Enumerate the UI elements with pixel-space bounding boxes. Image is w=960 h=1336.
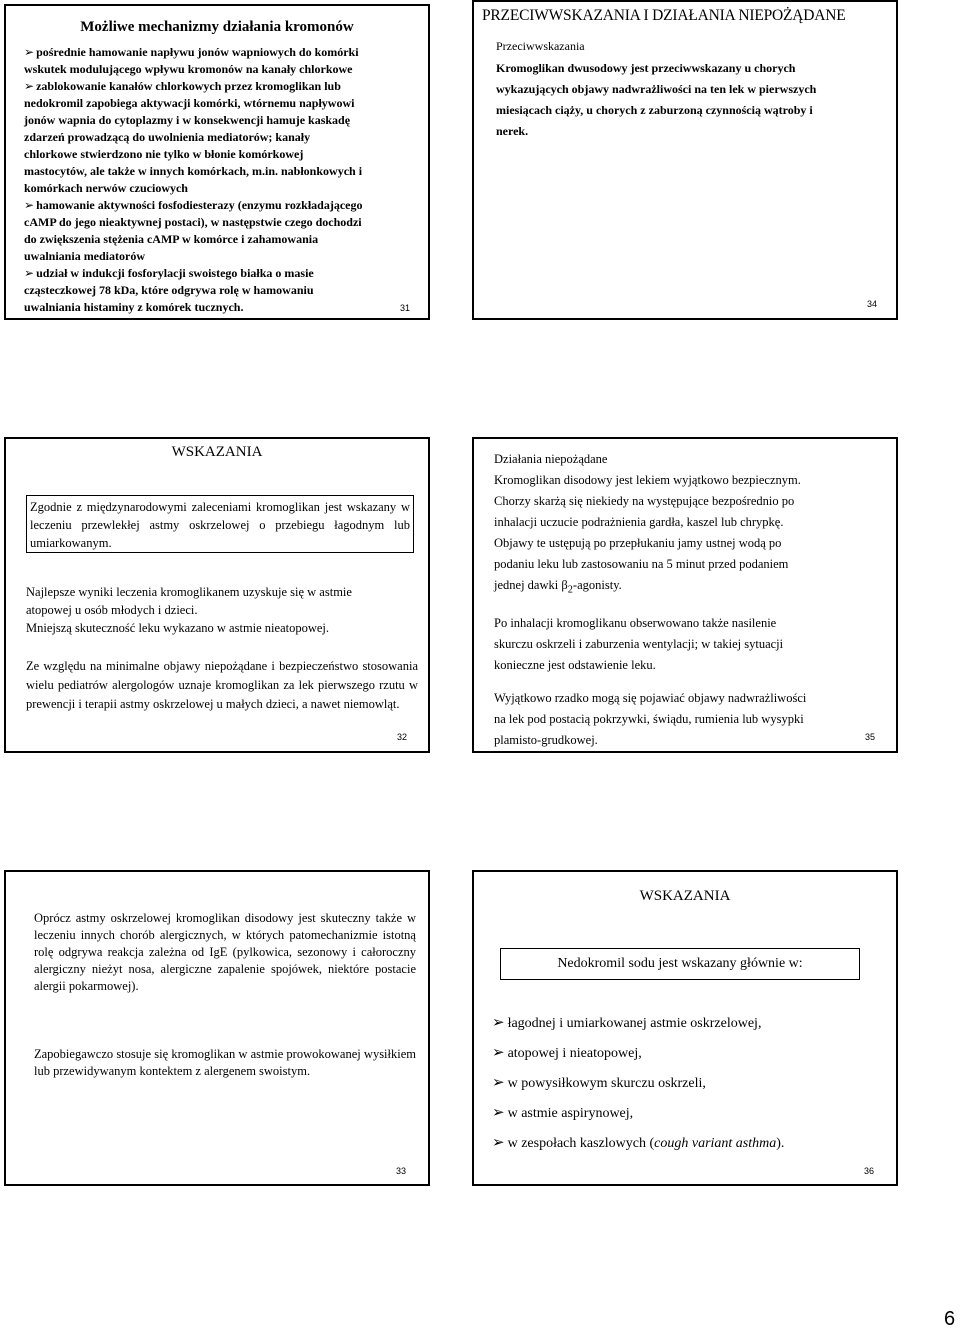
text-line: Kromoglikan disodowy jest lekiem wyjątkowo bezpiecznym. bbox=[494, 473, 801, 487]
text-line: mastocytów, ale także w innych komórkach, m.in. nabłonkowych i bbox=[24, 164, 363, 178]
text-line: wykazujących objawy nadwrażliwości na ten lek w pierwszych bbox=[496, 82, 817, 96]
beta-symbol: β bbox=[561, 578, 568, 592]
slide-number: 32 bbox=[397, 732, 408, 742]
text-line: komórkach nerwów czuciowych bbox=[24, 181, 188, 195]
arrow-bullet-icon: ➢ bbox=[492, 1133, 505, 1151]
page-number: 6 bbox=[944, 1308, 956, 1330]
slide-33 bbox=[4, 870, 430, 1186]
slide-31-body bbox=[24, 44, 424, 316]
text-line: chlorkowe stwierdzono nie tylko w błonie komórkowej bbox=[24, 147, 304, 161]
slide-31 bbox=[4, 4, 430, 320]
slide-number: 31 bbox=[400, 303, 411, 313]
arrow-bullet-icon: ➢ bbox=[24, 198, 35, 212]
slide-36 bbox=[472, 870, 898, 1186]
text-line: Kromoglikan dwusodowy jest przeciwwskazany u chorych bbox=[496, 61, 796, 75]
highlight-box: Nedokromil sodu jest wskazany głównie w: bbox=[500, 948, 860, 980]
arrow-bullet-icon: ➢ bbox=[492, 1043, 505, 1061]
bullet-line: ➢ udział w indukcji fosforylacji swoistego białka o masie bbox=[24, 266, 314, 280]
text-line: cząsteczkowej 78 kDa, które odgrywa rolę w hamowaniu bbox=[24, 283, 314, 297]
list-item: ➢ atopowej i nieatopowej, bbox=[492, 1043, 642, 1061]
bullet-line: ➢ pośrednie hamowanie napływu jonów wapniowych do komórki bbox=[24, 45, 359, 59]
text-line: podaniu leku lub zastosowaniu na 5 minut przed podaniem bbox=[494, 557, 789, 571]
text-line: cAMP do jego nieaktywnej postaci), w następstwie czego dochodzi bbox=[24, 215, 362, 229]
text-line: zdarzeń prowadzącą do uwolnienia mediatorów; kanały bbox=[24, 130, 311, 144]
slide-31-title: Możliwe mechanizmy działania kromonów bbox=[80, 19, 354, 35]
list-item: ➢ łagodnej i umiarkowanej astmie oskrzelowej, bbox=[492, 1013, 762, 1031]
text-line: nerek. bbox=[496, 124, 529, 138]
text-line: do zwiększenia stężenia cAMP w komórce i zahamowania bbox=[24, 232, 319, 246]
text-line: jonów wapnia do cytoplazmy i w konsekwencji hamuje kaskadę bbox=[24, 113, 351, 127]
arrow-bullet-icon: ➢ bbox=[24, 45, 35, 59]
highlight-box: Zgodnie z międzynarodowymi zaleceniami kromoglikan jest wskazany w leczeniu przewlekłej astmy oskrzelowej o przebiegu łagodnym lub umiarkowanym. bbox=[26, 495, 414, 553]
paragraph bbox=[26, 583, 416, 637]
text-line: atopowej u osób młodych i dzieci. bbox=[26, 603, 198, 617]
list-item: ➢ w powysiłkowym skurczu oskrzeli, bbox=[492, 1073, 706, 1091]
text-line: wskutek modulującego wpływu kromonów na kanały chlorkowe bbox=[24, 62, 353, 76]
indication-list bbox=[492, 1012, 892, 1162]
arrow-bullet-icon: ➢ bbox=[492, 1103, 505, 1121]
slide-34 bbox=[472, 0, 898, 320]
text-line: nedokromil zapobiega aktywacji komórki, wtórnemu napływowi bbox=[24, 96, 355, 110]
slide-34-subtitle: Przeciwwskazania bbox=[496, 39, 585, 53]
list-item: ➢ w zespołach kaszlowych (cough variant asthma). bbox=[492, 1133, 785, 1151]
paragraph: Wyjątkowo rzadko mogą się pojawiać objawy nadwrażliwości na lek pod postacią pokrzywki, świądu, rumienia lub wysypki plamisto-grudkowej. bbox=[494, 690, 807, 747]
slide-34-title: PRZECIWWSKAZANIA I DZIAŁANIA NIEPOŻĄDANE bbox=[482, 7, 846, 24]
slide-35 bbox=[472, 437, 898, 753]
slide-number: 34 bbox=[867, 299, 878, 309]
section-heading: Działania niepożądane bbox=[494, 452, 608, 466]
text-line: inhalacji uczucie podrażnienia gardła, kaszel lub chrypkę. bbox=[494, 515, 784, 529]
text-line: Objawy te ustępują po przepłukaniu jamy ustnej wodą po bbox=[494, 536, 782, 550]
text-line: uwalniania histaminy z komórek tucznych. bbox=[24, 300, 244, 314]
paragraph: Zapobiegawczo stosuje się kromoglikan w astmie prowokowanej wysiłkiem lub przewidywanym kontektem z alergenem swoistym. bbox=[34, 1047, 416, 1078]
text-line: Najlepsze wyniki leczenia kromoglikanem uzyskuje się w astmie bbox=[26, 585, 352, 599]
list-item: ➢ w astmie aspirynowej, bbox=[492, 1103, 634, 1121]
slide-number: 35 bbox=[865, 732, 876, 742]
bullet-line: ➢ hamowanie aktywności fosfodiesterazy (enzymu rozkładającego bbox=[24, 198, 363, 212]
text-line: Chorzy skarżą się niekiedy na występujące bezpośrednio po bbox=[494, 494, 795, 508]
slide-36-title: WSKAZANIA bbox=[639, 888, 731, 904]
paragraph: Oprócz astmy oskrzelowej kromoglikan disodowy jest skuteczny także w leczeniu innych chorób alergicznych, w których patomechanizmie istotną rolę odgrywa reakcja zależna od IgE (pylkowica, sezonowy i całoroczny alergiczny nieżyt nosa, alergiczne zapalenie spojówek, niektóre postacie alergii pokarmowej). bbox=[34, 911, 416, 993]
slide-32-title: WSKAZANIA bbox=[171, 444, 263, 460]
arrow-bullet-icon: ➢ bbox=[24, 266, 35, 280]
arrow-bullet-icon: ➢ bbox=[24, 79, 35, 93]
text-line: uwalniania mediatorów bbox=[24, 249, 146, 263]
paragraph: Ze względu na minimalne objawy niepożądane i bezpieczeństwo stosowania wielu pediatrów alergologów uznaje kromoglikan za lek pierwszego rzutu w prewencji i terapii astmy oskrzelowej u małych dzieci, a nawet niemowląt. bbox=[26, 659, 418, 711]
paragraph: Po inhalacji kromoglikanu obserwowano także nasilenie skurczu oskrzeli i zaburzenia wentylacji; w takiej sytuacji konieczne jest odstawienie leku. bbox=[494, 615, 784, 672]
text-line: miesiącach ciąży, u chorych z zaburzoną czynnością wątroby i bbox=[496, 103, 813, 117]
slide-number: 36 bbox=[864, 1166, 875, 1176]
slide-34-body bbox=[496, 58, 878, 142]
slide-35-body bbox=[494, 449, 878, 751]
arrow-bullet-icon: ➢ bbox=[492, 1073, 505, 1091]
text-line: Mniejszą skuteczność leku wykazano w astmie nieatopowej. bbox=[26, 621, 330, 635]
slide-number: 33 bbox=[396, 1166, 407, 1176]
bullet-line: ➢ zablokowanie kanałów chlorkowych przez kromoglikan lub bbox=[24, 79, 341, 93]
text-line: jednej dawki $\beta_2$-agonisty. bbox=[494, 578, 622, 596]
slide-32 bbox=[4, 437, 430, 753]
arrow-bullet-icon: ➢ bbox=[492, 1013, 505, 1031]
